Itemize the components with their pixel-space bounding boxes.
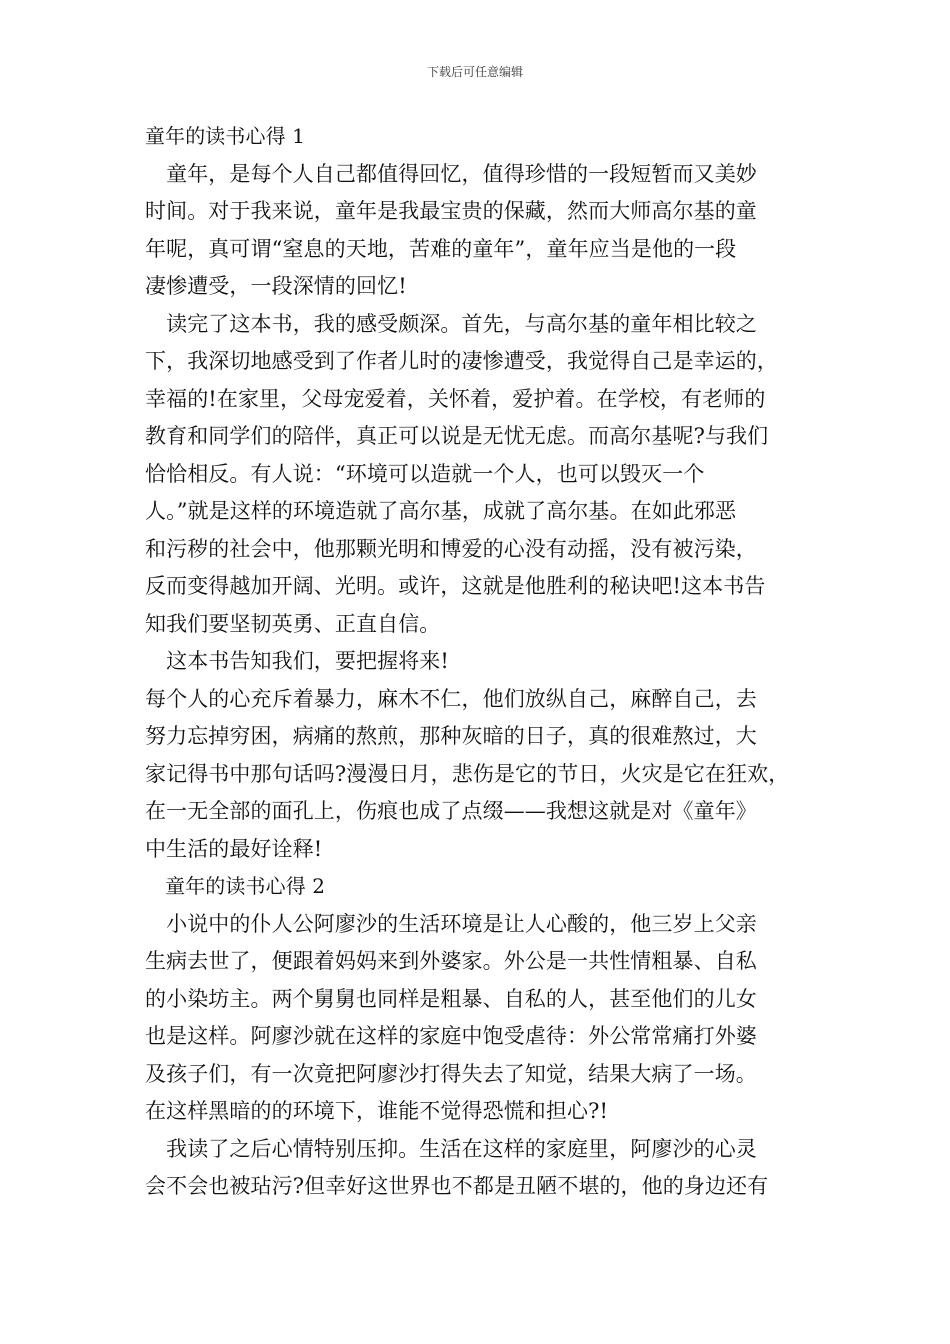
text-line: 会不会也被玷污?但幸好这世界也不都是丑陋不堪的，他的身边还有 — [145, 1174, 769, 1198]
text-line: 在一无全部的面孔上，伤痕也成了点缀——我想这就是对《童年》 — [145, 799, 757, 823]
text-line: 恰恰相反。有人说：“环境可以造就一个人，也可以毁灭一个 — [145, 461, 705, 486]
text-line: 小说中的仆人公阿廖沙的生活环境是让人心酸的，他三岁上父亲 — [145, 911, 757, 936]
text-line: 年呢，真可谓“窒息的天地，苦难的童年”，童年应当是他的一段 — [145, 236, 737, 261]
text-line: 下，我深切地感受到了作者儿时的凄惨遭受，我觉得自己是幸运的， — [145, 349, 778, 373]
page-header: 下载后可任意编辑 — [426, 65, 523, 79]
text-line: 幸福的!在家里，父母宠爱着，关怀着，爱护着。在学校，有老师的 — [145, 386, 766, 411]
text-line: 人。”就是这样的环境造就了高尔基，成就了高尔基。在如此邪恶 — [145, 499, 737, 523]
text-line: 的小染坊主。两个舅舅也同样是粗暴、自私的人，甚至他们的儿女 — [145, 986, 757, 1011]
text-line: 教育和同学们的陪伴，真正可以说是无忧无虑。而高尔基呢?与我们 — [145, 424, 769, 448]
text-line: 努力忘掉穷困，病痛的熬煎，那种灰暗的日子，真的很难熬过，大 — [145, 724, 757, 748]
text-line: 及孩子们，有一次竟把阿廖沙打得失去了知觉，结果大病了一场。 — [145, 1061, 757, 1086]
text-line: 在这样黑暗的的环境下，谁能不觉得恐慌和担心?! — [145, 1099, 608, 1123]
text-line: 我读了之后心情特别压抑。生活在这样的家庭里，阿廖沙的心灵 — [145, 1136, 757, 1161]
text-line: 凄惨遭受，一段深情的回忆! — [145, 274, 407, 298]
document-body — [145, 118, 810, 1206]
text-line: 也是这样。阿廖沙就在这样的家庭中饱受虐待：外公常常痛打外婆 — [145, 1024, 757, 1048]
text-line: 这本书告知我们，要把握将来! — [145, 649, 449, 673]
text-line: 生病去世了，便跟着妈妈来到外婆家。外公是一共性情粗暴、自私 — [145, 949, 757, 973]
text-line: 每个人的心充斥着暴力，麻木不仁，他们放纵自己，麻醉自己，去 — [145, 686, 757, 711]
text-line: 中生活的最好诠释! — [145, 836, 323, 861]
text-line: 童年，是每个人自己都值得回忆，值得珍惜的一段短暂而又美妙 — [145, 161, 757, 186]
text-line: 家记得书中那句话吗?漫漫日月，悲伤是它的节日，火灾是它在狂欢， — [145, 761, 790, 786]
text-line: 和污秽的社会中，他那颗光明和博爱的心没有动摇，没有被污染， — [145, 536, 757, 561]
text-line: 读完了这本书，我的感受颇深。首先，与高尔基的童年相比较之 — [145, 311, 757, 336]
text-line: 时间。对于我来说，童年是我最宝贵的保藏，然而大师高尔基的童 — [145, 199, 757, 223]
text-line: 知我们要坚韧英勇、正直自信。 — [145, 611, 441, 636]
text-line: 反而变得越加开阔、光明。或许，这就是他胜利的秘诀吧!这本书告 — [145, 574, 766, 598]
section-heading-2: 童年的读书心得 2 — [145, 874, 326, 898]
section-heading-1: 童年的读书心得 1 — [145, 124, 305, 148]
